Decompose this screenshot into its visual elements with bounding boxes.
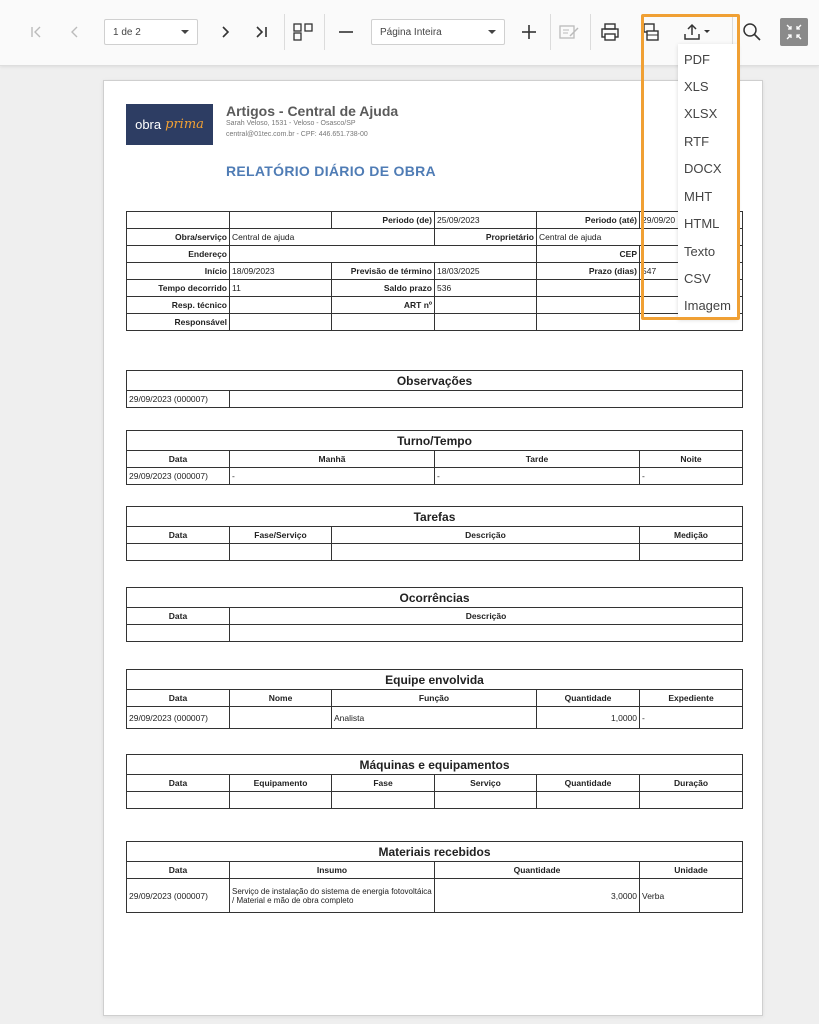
endereco-label: Endereço: [127, 246, 230, 263]
page-select-value: 1 de 2: [113, 26, 141, 38]
logo-text-left: obra: [135, 117, 162, 132]
periodo-de-value: 25/09/2023: [435, 212, 537, 229]
table-row: [127, 297, 743, 314]
table-row: [127, 588, 743, 608]
table-row: [127, 608, 743, 625]
column-header: Data: [127, 451, 230, 468]
saldo-label: Saldo prazo: [332, 280, 435, 297]
table-cell: [230, 707, 332, 729]
export-icon[interactable]: [680, 17, 714, 47]
table-cell: [537, 297, 640, 314]
art-value: [435, 297, 537, 314]
ocorrencias-table: [126, 587, 743, 642]
column-header: Serviço: [435, 775, 537, 792]
table-cell: [640, 544, 743, 561]
table-cell: 29/09/2023 (000007): [127, 879, 230, 913]
column-header: Descrição: [332, 527, 640, 544]
responsavel-label: Responsável: [127, 314, 230, 331]
column-header: Expediente: [640, 690, 743, 707]
table-row: [127, 507, 743, 527]
edit-icon[interactable]: [556, 17, 582, 47]
print-icon[interactable]: [597, 17, 623, 47]
table-cell: [230, 212, 332, 229]
column-header: Data: [127, 608, 230, 625]
column-header: Fase/Serviço: [230, 527, 332, 544]
report-title: RELATÓRIO DIÁRIO DE OBRA: [226, 163, 436, 179]
endereco-value: [230, 246, 537, 263]
table-cell: [332, 314, 435, 331]
table-cell: Serviço de instalação do sistema de energia fotovoltáica / Material e mão de obra completo: [230, 879, 435, 913]
multi-page-icon[interactable]: [290, 17, 316, 47]
table-row: [127, 212, 743, 229]
company-name: Artigos - Central de Ajuda: [226, 103, 399, 119]
table-cell: -: [640, 707, 743, 729]
table-row: [127, 625, 743, 642]
table-cell: [230, 544, 332, 561]
column-header: Medição: [640, 527, 743, 544]
equipe-title: Equipe envolvida: [127, 670, 743, 690]
column-header: Nome: [230, 690, 332, 707]
table-cell: [537, 314, 640, 331]
zoom-select[interactable]: [371, 19, 505, 45]
table-row: [127, 468, 743, 485]
export-xls[interactable]: XLS: [684, 79, 709, 94]
observacoes-text: [230, 391, 743, 408]
table-cell: -: [230, 468, 435, 485]
toolbar-divider: [550, 14, 551, 50]
table-cell: [127, 625, 230, 642]
inicio-label: Início: [127, 263, 230, 280]
column-header: Duração: [640, 775, 743, 792]
table-cell: [537, 792, 640, 809]
column-header: Tarde: [435, 451, 640, 468]
last-page-icon[interactable]: [250, 17, 274, 47]
column-header: Quantidade: [537, 690, 640, 707]
company-logo: [126, 104, 213, 145]
obra-value: Central de ajuda: [230, 229, 435, 246]
table-cell: -: [435, 468, 640, 485]
column-header: Quantidade: [537, 775, 640, 792]
previsao-value: 18/03/2025: [435, 263, 537, 280]
first-page-icon[interactable]: [26, 17, 48, 47]
turno-table: [126, 430, 743, 485]
zoom-in-icon[interactable]: [517, 17, 541, 47]
decorrido-value: 11: [230, 280, 332, 297]
export-html[interactable]: HTML: [684, 216, 720, 231]
zoom-out-icon[interactable]: [334, 17, 358, 47]
info-table: [126, 211, 743, 331]
resp-tecnico-label: Resp. técnico: [127, 297, 230, 314]
fullscreen-icon[interactable]: [780, 18, 808, 46]
table-row: [127, 862, 743, 879]
print-page-icon[interactable]: [638, 17, 664, 47]
table-row: [127, 775, 743, 792]
ocorrencias-title: Ocorrências: [127, 588, 743, 608]
table-cell: [640, 792, 743, 809]
table-cell: [127, 792, 230, 809]
table-row: [127, 371, 743, 391]
table-row: [127, 451, 743, 468]
prazo-value: 547: [640, 263, 743, 280]
logo-text-right: prima: [165, 117, 204, 132]
cep-label: CEP: [537, 246, 640, 263]
column-header: Unidade: [640, 862, 743, 879]
periodo-ate-value: 29/09/20: [640, 212, 743, 229]
company-contact: central@01tec.com.br - CPF: 446.651.738-00: [226, 131, 368, 138]
table-cell: [230, 792, 332, 809]
table-cell: Verba: [640, 879, 743, 913]
maquinas-table: [126, 754, 743, 809]
column-header: Data: [127, 690, 230, 707]
observacoes-title: Observações: [127, 371, 743, 391]
equipe-table: [126, 669, 743, 729]
zoom-select-value: Página Inteira: [380, 26, 442, 38]
next-page-icon[interactable]: [214, 17, 236, 47]
periodo-ate-label: Periodo (até): [537, 212, 640, 229]
column-header: Manhã: [230, 451, 435, 468]
inicio-value: 18/09/2023: [230, 263, 332, 280]
export-pdf[interactable]: PDF: [684, 52, 710, 67]
toolbar-divider: [324, 14, 325, 50]
column-header: Função: [332, 690, 537, 707]
table-cell: 3,0000: [435, 879, 640, 913]
materiais-table: [126, 841, 743, 913]
obra-label: Obra/serviço: [127, 229, 230, 246]
report-page: [103, 80, 763, 1016]
table-row: [127, 431, 743, 451]
table-row: [127, 707, 743, 729]
previsao-label: Previsão de término: [332, 263, 435, 280]
art-label: ART nº: [332, 297, 435, 314]
table-row: [127, 755, 743, 775]
export-docx[interactable]: DOCX: [684, 161, 722, 176]
table-row: [127, 842, 743, 862]
company-address: Sarah Veloso, 1531 - Veloso - Osasco/SP: [226, 120, 356, 127]
table-row: [127, 690, 743, 707]
export-texto[interactable]: Texto: [684, 244, 716, 259]
table-cell: 1,0000: [537, 707, 640, 729]
toolbar-divider: [590, 14, 591, 50]
table-cell: 29/09/2023 (000007): [127, 468, 230, 485]
column-header: Quantidade: [435, 862, 640, 879]
search-icon[interactable]: [740, 17, 764, 47]
page-select[interactable]: [104, 19, 198, 45]
column-header: Equipamento: [230, 775, 332, 792]
table-row: [127, 263, 743, 280]
toolbar-divider: [284, 14, 285, 50]
table-row: [127, 879, 743, 913]
export-imagem[interactable]: Imagem: [684, 298, 731, 313]
chevron-down-icon: [488, 30, 496, 34]
turno-title: Turno/Tempo: [127, 431, 743, 451]
observacoes-date: 29/09/2023 (000007): [127, 391, 230, 408]
decorrido-label: Tempo decorrido: [127, 280, 230, 297]
export-mht[interactable]: MHT: [684, 189, 713, 204]
table-row: [127, 246, 743, 263]
table-row: [127, 792, 743, 809]
table-cell: -: [640, 468, 743, 485]
column-header: Data: [127, 775, 230, 792]
materiais-title: Materiais recebidos: [127, 842, 743, 862]
export-rtf[interactable]: RTF: [684, 134, 710, 149]
proprietario-value: Central de ajuda: [537, 229, 743, 246]
tarefas-title: Tarefas: [127, 507, 743, 527]
table-cell: [127, 544, 230, 561]
column-header: Noite: [640, 451, 743, 468]
table-row: [127, 670, 743, 690]
table-cell: [230, 625, 743, 642]
maquinas-title: Máquinas e equipamentos: [127, 755, 743, 775]
table-cell: [127, 212, 230, 229]
table-cell: [332, 792, 435, 809]
column-header: Fase: [332, 775, 435, 792]
resp-tecnico-value: [230, 297, 332, 314]
table-cell: 29/09/2023 (000007): [127, 707, 230, 729]
table-row: [127, 527, 743, 544]
responsavel-value: [230, 314, 332, 331]
table-row: [127, 314, 743, 331]
chevron-down-icon: [181, 30, 189, 34]
column-header: Insumo: [230, 862, 435, 879]
proprietario-label: Proprietário: [435, 229, 537, 246]
column-header: Data: [127, 527, 230, 544]
periodo-de-label: Periodo (de): [332, 212, 435, 229]
table-row: [127, 280, 743, 297]
table-row: [127, 544, 743, 561]
table-row: [127, 391, 743, 408]
saldo-value: 536: [435, 280, 537, 297]
export-menu: [678, 44, 738, 319]
table-cell: [332, 544, 640, 561]
column-header: Descrição: [230, 608, 743, 625]
column-header: Data: [127, 862, 230, 879]
prev-page-icon[interactable]: [64, 17, 86, 47]
table-cell: Analista: [332, 707, 537, 729]
table-row: [127, 229, 743, 246]
table-cell: [435, 792, 537, 809]
prazo-label: Prazo (dias): [537, 263, 640, 280]
export-xlsx[interactable]: XLSX: [684, 106, 718, 121]
export-csv[interactable]: CSV: [684, 271, 711, 286]
table-cell: [537, 280, 640, 297]
tarefas-table: [126, 506, 743, 561]
table-cell: [435, 314, 537, 331]
observacoes-table: [126, 370, 743, 408]
